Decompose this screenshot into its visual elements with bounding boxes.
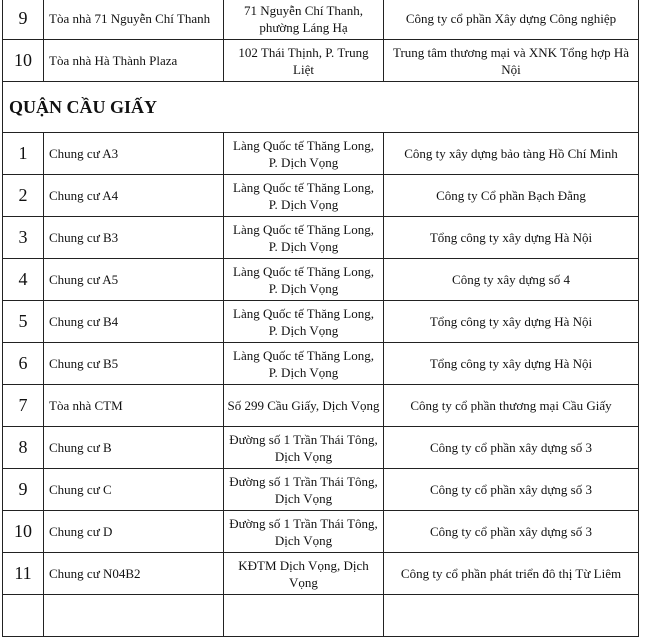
building-name: Chung cư A5 bbox=[44, 259, 224, 301]
building-address: Làng Quốc tế Thăng Long, P. Dịch Vọng bbox=[224, 343, 384, 385]
row-number: 11 bbox=[3, 553, 44, 595]
building-address: Đường số 1 Trần Thái Tông, Dịch Vọng bbox=[224, 469, 384, 511]
building-name: Chung cư N04B2 bbox=[44, 553, 224, 595]
row-number: 6 bbox=[3, 343, 44, 385]
building-address: Làng Quốc tế Thăng Long, P. Dịch Vọng bbox=[224, 301, 384, 343]
building-name bbox=[44, 595, 224, 637]
building-owner: Công ty cổ phần phát triển đô thị Từ Liêm bbox=[384, 553, 639, 595]
table-row bbox=[3, 427, 639, 469]
row-number: 7 bbox=[3, 385, 44, 427]
table-row bbox=[3, 0, 639, 40]
building-name: Chung cư D bbox=[44, 511, 224, 553]
building-owner: Công ty cổ phần xây dựng số 3 bbox=[384, 427, 639, 469]
building-owner bbox=[384, 595, 639, 637]
row-number: 5 bbox=[3, 301, 44, 343]
building-name: Chung cư B3 bbox=[44, 217, 224, 259]
building-address bbox=[224, 595, 384, 637]
building-name: Tòa nhà Hà Thành Plaza bbox=[44, 40, 224, 82]
building-owner: Tổng công ty xây dựng Hà Nội bbox=[384, 217, 639, 259]
building-address: Số 299 Cầu Giấy, Dịch Vọng bbox=[224, 385, 384, 427]
building-owner: Công ty cổ phần xây dựng số 3 bbox=[384, 511, 639, 553]
building-name: Chung cư B4 bbox=[44, 301, 224, 343]
row-number: 10 bbox=[3, 511, 44, 553]
table-row bbox=[3, 301, 639, 343]
building-owner: Công ty cổ phần xây dựng số 3 bbox=[384, 469, 639, 511]
building-name: Chung cư A4 bbox=[44, 175, 224, 217]
row-number: 9 bbox=[3, 0, 44, 40]
section-title: QUẬN CẦU GIẤY bbox=[3, 82, 639, 133]
row-number: 3 bbox=[3, 217, 44, 259]
building-address: 71 Nguyễn Chí Thanh, phường Láng Hạ bbox=[224, 0, 384, 40]
building-owner: Tổng công ty xây dựng Hà Nội bbox=[384, 301, 639, 343]
building-address: Làng Quốc tế Thăng Long, P. Dịch Vọng bbox=[224, 175, 384, 217]
building-owner: Công ty xây dựng số 4 bbox=[384, 259, 639, 301]
table-row bbox=[3, 343, 639, 385]
building-list-table bbox=[2, 0, 639, 637]
row-number bbox=[3, 595, 44, 637]
building-address: 102 Thái Thịnh, P. Trung Liệt bbox=[224, 40, 384, 82]
table-row bbox=[3, 217, 639, 259]
table-row bbox=[3, 385, 639, 427]
building-owner: Trung tâm thương mại và XNK Tổng hợp Hà Nội bbox=[384, 40, 639, 82]
building-address: KĐTM Dịch Vọng, Dịch Vọng bbox=[224, 553, 384, 595]
building-name: Tòa nhà CTM bbox=[44, 385, 224, 427]
table-row bbox=[3, 469, 639, 511]
building-owner: Công ty Cổ phần Bạch Đằng bbox=[384, 175, 639, 217]
building-address: Đường số 1 Trần Thái Tông, Dịch Vọng bbox=[224, 511, 384, 553]
building-name: Tòa nhà 71 Nguyễn Chí Thanh bbox=[44, 0, 224, 40]
building-name: Chung cư C bbox=[44, 469, 224, 511]
building-owner: Công ty cổ phần thương mại Cầu Giấy bbox=[384, 385, 639, 427]
row-number: 4 bbox=[3, 259, 44, 301]
building-owner: Công ty cổ phần Xây dựng Công nghiệp bbox=[384, 0, 639, 40]
row-number: 2 bbox=[3, 175, 44, 217]
table-row bbox=[3, 553, 639, 595]
building-name: Chung cư A3 bbox=[44, 133, 224, 175]
building-address: Làng Quốc tế Thăng Long, P. Dịch Vọng bbox=[224, 259, 384, 301]
row-number: 8 bbox=[3, 427, 44, 469]
row-number: 10 bbox=[3, 40, 44, 82]
table-row bbox=[3, 259, 639, 301]
row-number: 1 bbox=[3, 133, 44, 175]
building-address: Làng Quốc tế Thăng Long, P. Dịch Vọng bbox=[224, 133, 384, 175]
building-address: Đường số 1 Trần Thái Tông, Dịch Vọng bbox=[224, 427, 384, 469]
building-owner: Tổng công ty xây dựng Hà Nội bbox=[384, 343, 639, 385]
table-row bbox=[3, 175, 639, 217]
building-owner: Công ty xây dựng bảo tàng Hồ Chí Minh bbox=[384, 133, 639, 175]
section-header-row bbox=[3, 82, 639, 133]
table-row bbox=[3, 133, 639, 175]
row-number: 9 bbox=[3, 469, 44, 511]
building-name: Chung cư B bbox=[44, 427, 224, 469]
building-name: Chung cư B5 bbox=[44, 343, 224, 385]
table-row bbox=[3, 595, 639, 637]
table-row bbox=[3, 40, 639, 82]
building-address: Làng Quốc tế Thăng Long, P. Dịch Vọng bbox=[224, 217, 384, 259]
table-row bbox=[3, 511, 639, 553]
